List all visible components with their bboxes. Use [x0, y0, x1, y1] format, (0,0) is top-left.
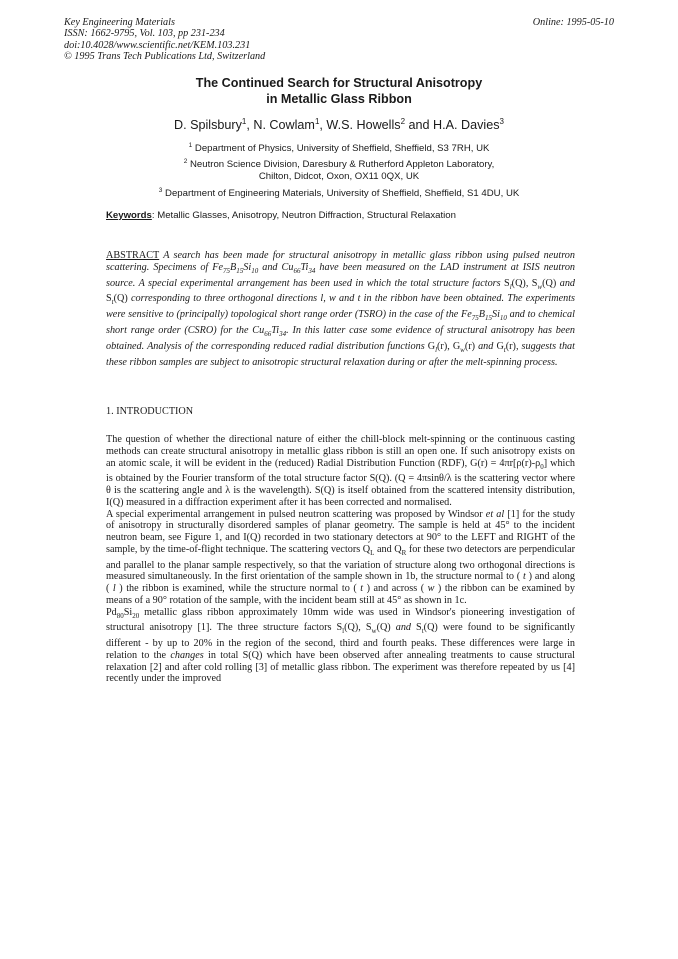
affiliation-3: [0, 185, 678, 200]
journal-header: [64, 17, 265, 63]
paragraph-text: and: [395, 622, 412, 634]
affiliation-number: 3: [158, 187, 163, 194]
subscript: 34: [308, 266, 316, 275]
subscript: 10: [251, 266, 259, 275]
introduction-body: [106, 434, 575, 685]
author-affil-mark: 1: [314, 117, 320, 126]
subscript: L: [370, 548, 375, 557]
keywords-colon: :: [151, 210, 155, 221]
abstract-math: S: [106, 293, 112, 305]
affiliation-text: Neutron Science Division, Daresbury & Rutherford Appleton Laboratory,: [187, 159, 495, 171]
subscript: 10: [499, 314, 507, 323]
journal-name: Key Engineering Materials: [64, 17, 175, 28]
paragraph-text: (Q) were found to be significantly different - by up to 20% in the region of the second, third and fourth peaks. These differences were large in relation to the: [106, 622, 575, 661]
subscript: 0: [540, 462, 544, 471]
section-heading-introduction: 1. INTRODUCTION: [106, 406, 194, 417]
paragraph-text: changes: [170, 649, 204, 661]
abstract-text: t: [357, 293, 361, 305]
subscript: 20: [132, 611, 140, 620]
author-separator: ,: [319, 118, 327, 133]
subscript: w: [371, 627, 377, 636]
paragraph-text: ) the ribbon is examined, while the structure normal to (: [115, 583, 361, 595]
paragraph-text: A special experimental arrangement in pulsed neutron scattering was proposed by Windsor: [106, 508, 486, 520]
keywords-text: Metallic Glasses, Anisotropy, Neutron Diffraction, Structural Relaxation: [154, 210, 456, 221]
paragraph-text: ] which is obtained by the Fourier transform of the total structure factor S(Q). (Q = 4πsinθ/λ is the scattering vector where θ is the scattering angle and λ is the wavelength). S(Q) is itself obtained from the scattered intensity distribution, I(Q) measured in a diffraction experiment after it has been corrected and normalised.: [106, 457, 575, 508]
subscript: l: [509, 282, 512, 291]
paragraph-1: [106, 434, 575, 509]
abstract-math: (r), G: [437, 340, 461, 352]
abstract-text: A search has been made for structural anisotropy in metallic glass ribbon using pulsed neutron scattering. Specimens of Fe: [106, 250, 575, 273]
paragraph-text: l: [112, 583, 116, 595]
paragraph-text: t: [523, 571, 526, 583]
paragraph-text: ) and along (: [106, 571, 575, 595]
abstract-text: Ti: [271, 325, 280, 337]
paragraph-3: [106, 607, 575, 686]
doi-line: doi:10.4028/www.scientific.net/KEM.103.231: [64, 39, 251, 51]
abstract-text: . In this latter case some evidence of structural anisotropy has been obtained. Analysis of the corresponding reduced radial distribution functions: [106, 325, 576, 352]
paragraph-text: [1] for the study of anisotropy in structurally disordered samples of planar geometry. The sample is held at 45° to the incident neutron beam, see Figure 1, and I(Q) recorded in two stationary detectors at 90° to the LEFT and RIGHT of the sample, by the time-of-flight technique. The scattering vectors Q: [106, 508, 575, 555]
abstract-math: (Q): [113, 293, 128, 305]
paragraph-text: and Q: [374, 543, 402, 555]
subscript: 80: [116, 611, 124, 620]
author-separator: ,: [246, 118, 254, 133]
abstract-text: , suggests that these ribbon samples are subject to anisotropic structural relaxation during or after the melt-spinning process.: [106, 340, 575, 368]
keywords-label: Keywords: [106, 210, 152, 221]
paragraph-text: The question of whether the directional nature of either the chill-block melt-spinning or the continuous casting methods can create structural anisotropy in metallic glass ribbon is still an open one. If such anisotropy exists on an atomic scale, it will be evident in the (reduced) Radial Distribution Function (RDF), G(r) = 4πr[ρ(r)-ρ: [106, 434, 575, 469]
abstract-math: (Q): [542, 277, 557, 289]
paragraph-text: Si: [123, 606, 133, 618]
affiliation-text: Department of Physics, University of Sheffield, Sheffield, S3 7RH, UK: [192, 143, 490, 155]
affiliation-2: [0, 156, 678, 182]
abstract-math: S: [504, 277, 510, 289]
abstract-math: (r): [505, 340, 516, 352]
paragraph-text: et al: [485, 508, 505, 520]
paragraph-text: for these two detectors are perpendicular and parallel to the planar sample respectively, so that the variation of structure along two orthogonal directions is measured simultaneously. In the first orientation of the sample shown in 1b, the structure normal to (: [106, 543, 575, 583]
subscript: t: [503, 345, 506, 354]
subscript: R: [401, 548, 407, 557]
affiliation-1: [0, 140, 678, 155]
abstract-text: and: [556, 277, 576, 289]
copyright-line: © 1995 Trans Tech Publications Ltd, Switzerland: [64, 51, 266, 63]
paragraph-text: (Q), S: [344, 622, 372, 634]
abstract-text: B: [230, 261, 237, 273]
paragraph-text: w: [427, 583, 435, 595]
abstract-math: (r): [464, 340, 476, 352]
abstract-text: Si: [243, 261, 252, 273]
paragraph-text: S: [411, 622, 422, 634]
subscript: t: [421, 627, 424, 636]
abstract: [106, 250, 575, 369]
abstract-text: corresponding to three orthogonal directions: [127, 293, 321, 305]
abstract-text: and to chemical short range order (CSRO) for the Cu: [106, 309, 575, 337]
paper-title: [0, 76, 678, 107]
abstract-text: Ti: [300, 261, 309, 273]
subscript: 75: [223, 266, 231, 275]
abstract-text: and: [475, 340, 497, 352]
online-date: Online: 1995-05-10: [532, 17, 614, 28]
subscript: t: [111, 298, 114, 307]
author-separator: and: [405, 118, 434, 133]
author-cowlam: N. Cowlam: [253, 118, 315, 133]
author-affil-mark: 1: [241, 117, 247, 126]
abstract-text: and Cu: [258, 261, 294, 273]
author-affil-mark: 3: [499, 117, 504, 126]
subscript: w: [460, 345, 465, 354]
abstract-label: ABSTRACT: [106, 250, 160, 261]
subscript: l: [435, 345, 438, 354]
subscript: l: [342, 627, 345, 636]
subscript: w: [537, 282, 543, 291]
author-davies: H.A. Davies: [433, 118, 500, 133]
affiliation-text: Department of Engineering Materials, University of Sheffield, Sheffield, S1 4DU, UK: [162, 188, 520, 200]
author-spilsbury: D. Spilsbury: [174, 118, 242, 133]
author-list: [0, 117, 678, 132]
keywords: [106, 210, 456, 221]
abstract-text: in the ribbon have been obtained. The experiments were sensitive to (principally) topological short range order (TSRO) in the case of the Fe: [106, 293, 576, 321]
subscript: 34: [279, 330, 287, 339]
subscript: 66: [293, 266, 301, 275]
abstract-text: Si: [491, 309, 500, 321]
paragraph-text: ) and across (: [363, 583, 428, 595]
author-affil-mark: 2: [400, 117, 406, 126]
paragraph-2: [106, 509, 575, 607]
paragraph-text: (Q): [376, 622, 396, 634]
author-howells: W.S. Howells: [326, 118, 401, 133]
affiliation-text: Chilton, Didcot, Oxon, OX11 0QX, UK: [258, 170, 420, 182]
issn-line: ISSN: 1662-9795, Vol. 103, pp 231-234: [64, 28, 225, 40]
subscript: 75: [471, 314, 479, 323]
paragraph-text: t: [360, 583, 364, 595]
subscript: 15: [484, 314, 492, 323]
abstract-math: (Q), S: [511, 277, 538, 289]
abstract-math: G: [427, 340, 436, 352]
abstract-text: and: [335, 293, 358, 305]
affiliation-number: 2: [183, 158, 188, 165]
subscript: 15: [236, 266, 244, 275]
paragraph-text: in total S(Q) which have been observed after annealing treatments to cause structural relaxation [2] and after cold rolling [3] of metallic glass ribbon. The experiment was therefore repeated by us [4] recently under the improved: [106, 649, 575, 685]
title-line-1: The Continued Search for Structural Anisotropy: [195, 76, 483, 90]
abstract-text: have been measured on the LAD instrument at ISIS neutron source. A special experimental arrangement has been used in which the total structure factors: [106, 261, 576, 289]
abstract-text: l, w: [320, 293, 336, 305]
abstract-text: B: [478, 309, 485, 321]
paragraph-text: Pd: [106, 606, 117, 618]
title-line-2: in Metallic Glass Ribbon: [266, 91, 412, 106]
affiliation-number: 1: [188, 142, 193, 149]
paragraph-text: metallic glass ribbon approximately 10mm wide was used in Windsor's pioneering investigation of structural anisotropy [1]. The three structure factors S: [106, 606, 575, 634]
abstract-math: G: [496, 340, 504, 352]
subscript: 66: [264, 330, 272, 339]
paragraph-text: ) the ribbon can be examined by means of a 90° rotation of the sample, with the incident beam still at 45° as shown in 1c.: [106, 583, 575, 606]
